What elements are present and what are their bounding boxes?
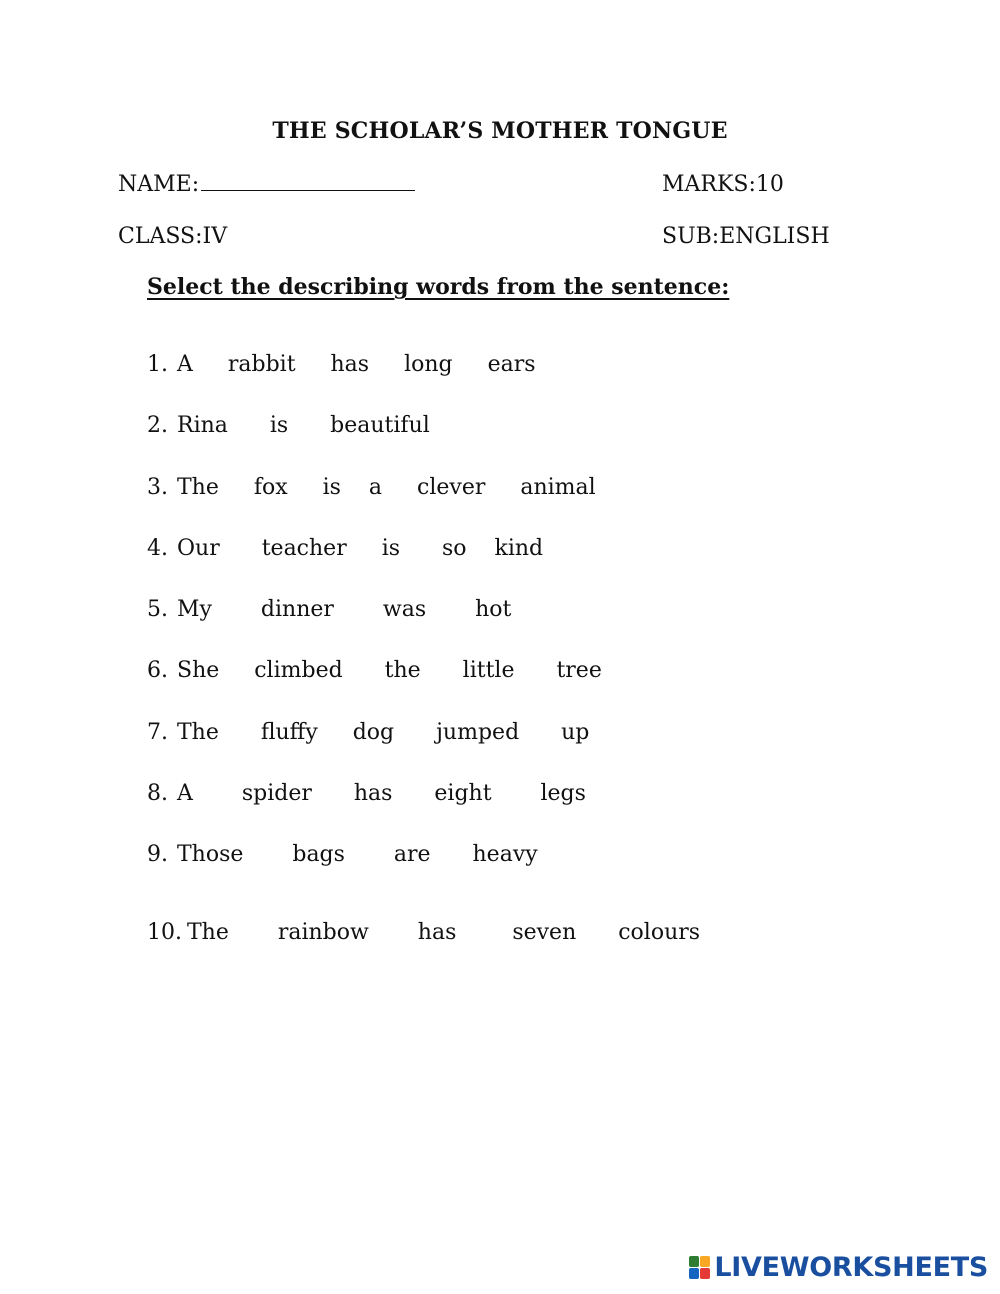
question-number: 2.: [147, 413, 168, 439]
selectable-word[interactable]: long: [404, 352, 453, 377]
selectable-word[interactable]: a: [368, 474, 383, 500]
question-sentence: [187, 920, 700, 945]
selectable-word[interactable]: has: [330, 352, 370, 377]
question-sentence: [177, 658, 602, 683]
selectable-word[interactable]: bags: [292, 842, 345, 868]
selectable-word[interactable]: so: [441, 535, 467, 561]
selectable-word[interactable]: A: [177, 352, 193, 377]
selectable-word[interactable]: The: [177, 474, 219, 500]
selectable-word[interactable]: A: [177, 781, 193, 807]
selectable-word[interactable]: colours: [618, 919, 701, 945]
question-sentence: [177, 597, 511, 622]
brand-text: LIVEWORKSHEETS: [714, 1252, 988, 1283]
question-sentence: [177, 475, 596, 500]
logo-block-icon: [689, 1268, 699, 1279]
selectable-word[interactable]: the: [384, 658, 421, 684]
selectable-word[interactable]: rainbow: [277, 919, 369, 945]
selectable-word[interactable]: heavy: [472, 842, 538, 868]
selectable-word[interactable]: up: [561, 719, 590, 745]
selectable-word[interactable]: fluffy: [260, 719, 318, 745]
selectable-word[interactable]: tree: [556, 658, 602, 684]
selectable-word[interactable]: dinner: [260, 597, 334, 623]
selectable-word[interactable]: rabbit: [227, 352, 296, 377]
selectable-word[interactable]: Rina: [177, 413, 228, 439]
question-sentence: [177, 781, 586, 806]
question-number: 1.: [147, 352, 168, 377]
liveworksheets-brand: [689, 1252, 988, 1283]
selectable-word[interactable]: legs: [540, 781, 586, 807]
selectable-word[interactable]: hot: [475, 597, 512, 623]
question-sentence: [177, 536, 543, 561]
selectable-word[interactable]: clever: [417, 474, 486, 500]
selectable-word[interactable]: teacher: [261, 535, 347, 561]
selectable-word[interactable]: eight: [434, 781, 492, 807]
question-number: 4.: [147, 535, 168, 561]
name-label: NAME:: [118, 172, 200, 197]
selectable-word[interactable]: spider: [241, 781, 312, 807]
logo-block-icon: [700, 1256, 710, 1267]
selectable-word[interactable]: animal: [520, 474, 596, 500]
selectable-word[interactable]: little: [462, 658, 515, 684]
question-number: 5.: [147, 597, 168, 623]
question-sentence: [177, 352, 536, 377]
selectable-word[interactable]: ears: [487, 352, 536, 377]
subject-label: SUB:ENGLISH: [662, 224, 830, 249]
selectable-word[interactable]: has: [353, 781, 393, 807]
class-label: CLASS:IV: [118, 224, 228, 249]
selectable-word[interactable]: dog: [352, 719, 395, 745]
question-number: 3.: [147, 474, 168, 500]
question-sentence: [177, 720, 589, 745]
logo-block-icon: [689, 1256, 699, 1267]
question-sentence: [177, 842, 538, 867]
selectable-word[interactable]: seven: [512, 919, 577, 945]
question-number: 7.: [147, 719, 168, 745]
selectable-word[interactable]: kind: [494, 535, 544, 561]
instruction-heading: Select the describing words from the sentence:: [147, 274, 730, 300]
selectable-word[interactable]: The: [187, 919, 229, 945]
marks-label: MARKS:10: [662, 172, 784, 197]
selectable-word[interactable]: is: [269, 413, 289, 439]
selectable-word[interactable]: beautiful: [330, 413, 430, 439]
name-blank-line: [201, 172, 415, 191]
selectable-word[interactable]: climbed: [254, 658, 343, 684]
question-number: 8.: [147, 781, 168, 807]
selectable-word[interactable]: jumped: [436, 719, 520, 745]
question-number: 9.: [147, 842, 168, 868]
selectable-word[interactable]: was: [382, 597, 427, 623]
selectable-word[interactable]: is: [322, 474, 341, 500]
selectable-word[interactable]: is: [381, 535, 401, 561]
liveworksheets-logo-icon: [689, 1256, 710, 1279]
question-sentence: [177, 413, 430, 438]
selectable-word[interactable]: are: [393, 842, 431, 868]
selectable-word[interactable]: My: [177, 597, 212, 623]
selectable-word[interactable]: Those: [177, 842, 244, 868]
logo-block-icon: [700, 1268, 710, 1279]
selectable-word[interactable]: fox: [253, 474, 288, 500]
selectable-word[interactable]: She: [177, 658, 220, 684]
selectable-word[interactable]: The: [177, 719, 219, 745]
selectable-word[interactable]: has: [417, 919, 457, 945]
question-number: 6.: [147, 658, 168, 684]
question-number: 10.: [147, 919, 182, 945]
name-field: [118, 172, 415, 197]
worksheet-title: THE SCHOLAR’S MOTHER TONGUE: [272, 118, 728, 144]
selectable-word[interactable]: Our: [177, 535, 220, 561]
